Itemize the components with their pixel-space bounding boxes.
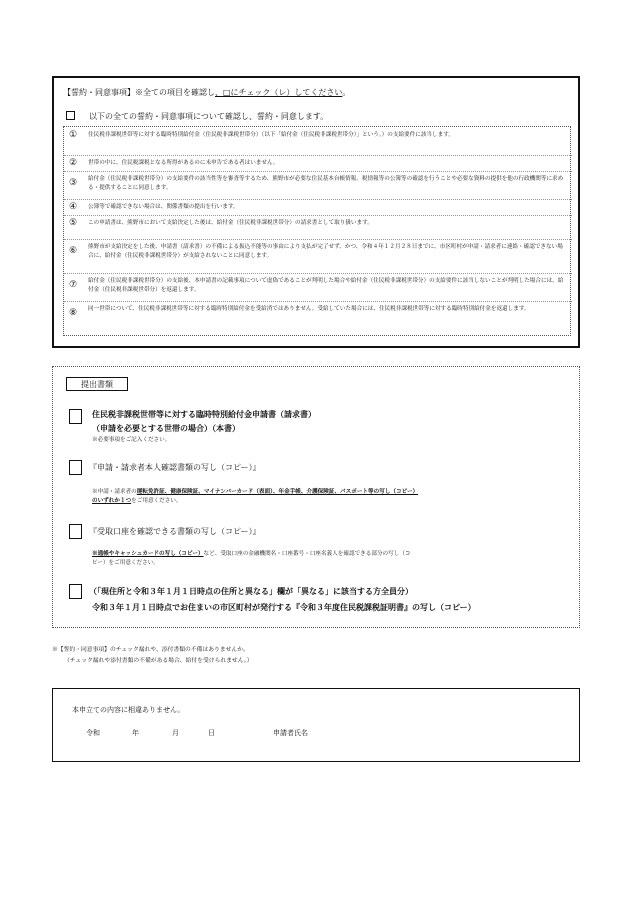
notes-line1: ※【誓約・同意事項】のチェック漏れや、添付書類の不備はありませんか。 — [52, 647, 249, 653]
pledge-item-text: 世帯の中に、住民税課税となる所得があるのに未申告である者はいません。 — [88, 160, 279, 166]
pledge-header-label: 【誓約・同意事項】 — [63, 88, 135, 97]
pledge-item-text: この申請書は、熊野市において支給決定した後は、給付金（住民税非課税世帯分）の請求書として取り扱います。 — [88, 220, 373, 226]
pledge-item-text: 住民税非課税世帯等に対する臨時特別給付金（住民税非課税世帯分）（以下「給付金（住民税非課税世帯分）」という。）の支給要件に該当します。 — [88, 132, 454, 138]
pledge-instruction-end: 。 — [342, 88, 351, 97]
pledge-item-divider — [64, 199, 572, 200]
date-day: 日 — [208, 729, 215, 737]
pledge-item-text: 公簿等で確認できない場合は、関係書類の提出を行います。 — [88, 204, 239, 210]
doc4-checkbox[interactable] — [69, 584, 82, 599]
doc2-note — [92, 488, 562, 506]
documents-tag: 提出書類 — [66, 377, 128, 391]
date-era: 令和 — [86, 729, 100, 737]
doc1-note: ※必要事項をご記入ください。 — [92, 437, 171, 443]
pledge-item-text: 同一世帯について、住民税非課税世帯等に対する臨時特別給付金を受給済ではありません。受給していた場合には、住民税非課税世帯等に対する臨時特別給付金を返還します。 — [88, 306, 530, 312]
pledge-item-number: ③ — [69, 178, 78, 188]
notes-line2: （チェック漏れや添付書類の不備がある場合、給付を受けられません。） — [64, 658, 253, 664]
pledge-item-divider — [64, 155, 572, 156]
doc2-note-post: をご用意ください。 — [131, 498, 182, 504]
doc3-note — [92, 550, 562, 568]
pledge-item-text: 給付金（住民税非課税世帯分）の支給要件の該当性等を審査等するため、熊野市が必要な住民基本台帳情報、税情報等の公簿等の確認を行うことや必要な資料の提供を他の行政機関等に求める・提供することに同意します。 — [88, 176, 564, 191]
doc4-condition: （「現住所と令和３年１月１日時点の住所と異なる」欄が「異なる」に該当する方全員分） — [89, 586, 413, 596]
doc3-note-rest2: ピー）をご用意ください。 — [92, 560, 159, 566]
pledge-item-number: ⑦ — [69, 280, 78, 290]
doc3-checkbox[interactable] — [69, 524, 82, 539]
doc1-checkbox[interactable] — [69, 409, 82, 424]
doc4-title: 令和３年１月１日時点でお住まいの市区町村が発行する『令和３年度住民税課税証明書』の写し（コピー） — [92, 602, 476, 612]
doc2-checkbox[interactable] — [69, 460, 82, 475]
pledge-item-text: 給付金（住民税非課税世帯分）の支給後、本申請書の記載事項について虚偽であることが判明した場合や給付金（住民税非課税世帯分）の支給要件に該当しないことが判明した場合には、給付金（住民税非課税世帯分）を返還します。 — [88, 278, 564, 293]
pledge-item-number: ⑧ — [69, 308, 78, 318]
pledge-items-list — [63, 126, 571, 336]
pledge-instruction: ※全ての項目を確認し — [135, 88, 215, 97]
pledge-item-text: 熊野市が支給決定をした後、申請書（請求書）の不備による振込不能等の事由により支払が完了せず、かつ、令和４年１２月２８日までに、市区町村が申請・請求者に連絡・確認できない場合に、給付金（住民税非課税世帯分）が支給されないことに同意します。 — [88, 244, 563, 259]
declaration-text: 本申立ての内容に相違ありません。 — [72, 706, 185, 714]
doc2-title: 『申請・請求者本人確認書類の写し（コピー）』 — [89, 463, 261, 472]
doc3-note-passbook: ※通帳やキャッシュカードの写し（コピー） — [92, 551, 204, 557]
agree-label: 以下の全ての誓約・同意事項について確認し、誓約・同意します。 — [89, 112, 329, 121]
pledge-item-divider — [64, 215, 572, 216]
doc3-title: 『受取口座を確認できる書類の写し（コピー）』 — [89, 527, 261, 536]
date-year: 年 — [132, 729, 139, 737]
pledge-item-divider — [64, 301, 572, 302]
pledge-item-divider — [64, 239, 572, 240]
doc1-title: 住民税非課税世帯等に対する臨時特別給付金申請書（請求書） — [92, 409, 316, 419]
signer-name-label: 申請者氏名 — [273, 729, 308, 737]
doc2-note-pre: ※申請・請求者の — [92, 489, 137, 495]
pledge-header — [63, 87, 350, 98]
doc1-subtitle: （申請を必要とする世帯の場合）（本書） — [92, 423, 240, 433]
doc2-note-any-one: のいずれか１つ — [92, 498, 132, 504]
declaration-section — [52, 688, 580, 762]
notes — [52, 645, 253, 667]
pledge-item-number: ⑤ — [69, 218, 78, 228]
agree-checkbox[interactable] — [66, 111, 75, 120]
agree-row[interactable] — [66, 111, 328, 122]
pledge-item-divider — [64, 171, 572, 172]
date-month: 月 — [172, 729, 179, 737]
pledge-instruction-underlined: 、□にチェック（レ）してください — [215, 88, 343, 97]
pledge-item-number: ① — [69, 130, 78, 140]
pledge-item-divider — [64, 273, 572, 274]
pledge-item-number: ④ — [69, 202, 78, 212]
doc2-note-id-list: 運転免許証、健康保険証、マイナンバーカード（表面）、年金手帳、介護保険証、パスポート等の写し（コピー） — [136, 489, 419, 495]
doc3-note-rest: など、受取口座の金融機関名・口座番号・口座名義人を確認できる部分の写し（コ — [203, 551, 411, 557]
pledge-item-number: ② — [69, 158, 78, 168]
pledge-item-number: ⑥ — [69, 246, 78, 256]
